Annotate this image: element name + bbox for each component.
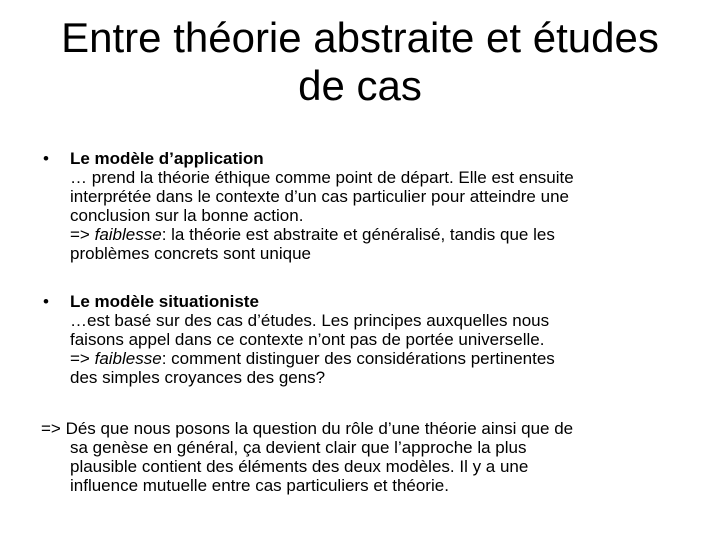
title-line-2: de cas	[298, 62, 422, 109]
weakness-prefix: =>	[70, 349, 95, 368]
weakness-prefix: =>	[70, 225, 95, 244]
conclusion-paragraph	[70, 438, 528, 495]
conclusion-line: sa genèse en général, ça devient clair que l’approche la plus	[70, 438, 527, 457]
conclusion-line: plausible contient des éléments des deux modèles. Il y a une	[70, 457, 529, 476]
list-item-application-model	[70, 149, 690, 263]
item-text-line: faisons appel dans ce contexte n’ont pas de portée universelle.	[70, 330, 545, 349]
weakness-line	[70, 225, 690, 244]
weakness-label: faiblesse	[94, 349, 162, 368]
weakness-text: : comment distinguer des considérations pertinentes	[161, 349, 555, 368]
bullet-marker-1: •	[43, 149, 49, 168]
item-text-line: …est basé sur des cas d’études. Les principes auxquelles nous	[70, 311, 550, 330]
slide-title	[0, 14, 720, 110]
weakness-line	[70, 349, 690, 368]
item-text-line: … prend la théorie éthique comme point de départ. Elle est ensuite	[70, 168, 574, 187]
bullet-marker-2: •	[43, 292, 49, 311]
conclusion-line-1: => Dés que nous posons la question du rôle d’une théorie ainsi que de	[41, 419, 574, 438]
weakness-label: faiblesse	[94, 225, 162, 244]
weakness-text: : la théorie est abstraite et généralisé, tandis que les	[161, 225, 555, 244]
item-text-line: des simples croyances des gens?	[70, 368, 326, 387]
title-line-1: Entre théorie abstraite et études	[61, 14, 659, 61]
item-text-line: interprétée dans le contexte d’un cas particulier pour atteindre une	[70, 187, 569, 206]
item-heading: Le modèle d’application	[70, 149, 264, 168]
item-text-line: conclusion sur la bonne action.	[70, 206, 304, 225]
item-text-line: problèmes concrets sont unique	[70, 244, 311, 263]
item-heading: Le modèle situationiste	[70, 292, 259, 311]
list-item-situationist-model	[70, 292, 690, 387]
conclusion-line: influence mutuelle entre cas particuliers et théorie.	[70, 476, 449, 495]
